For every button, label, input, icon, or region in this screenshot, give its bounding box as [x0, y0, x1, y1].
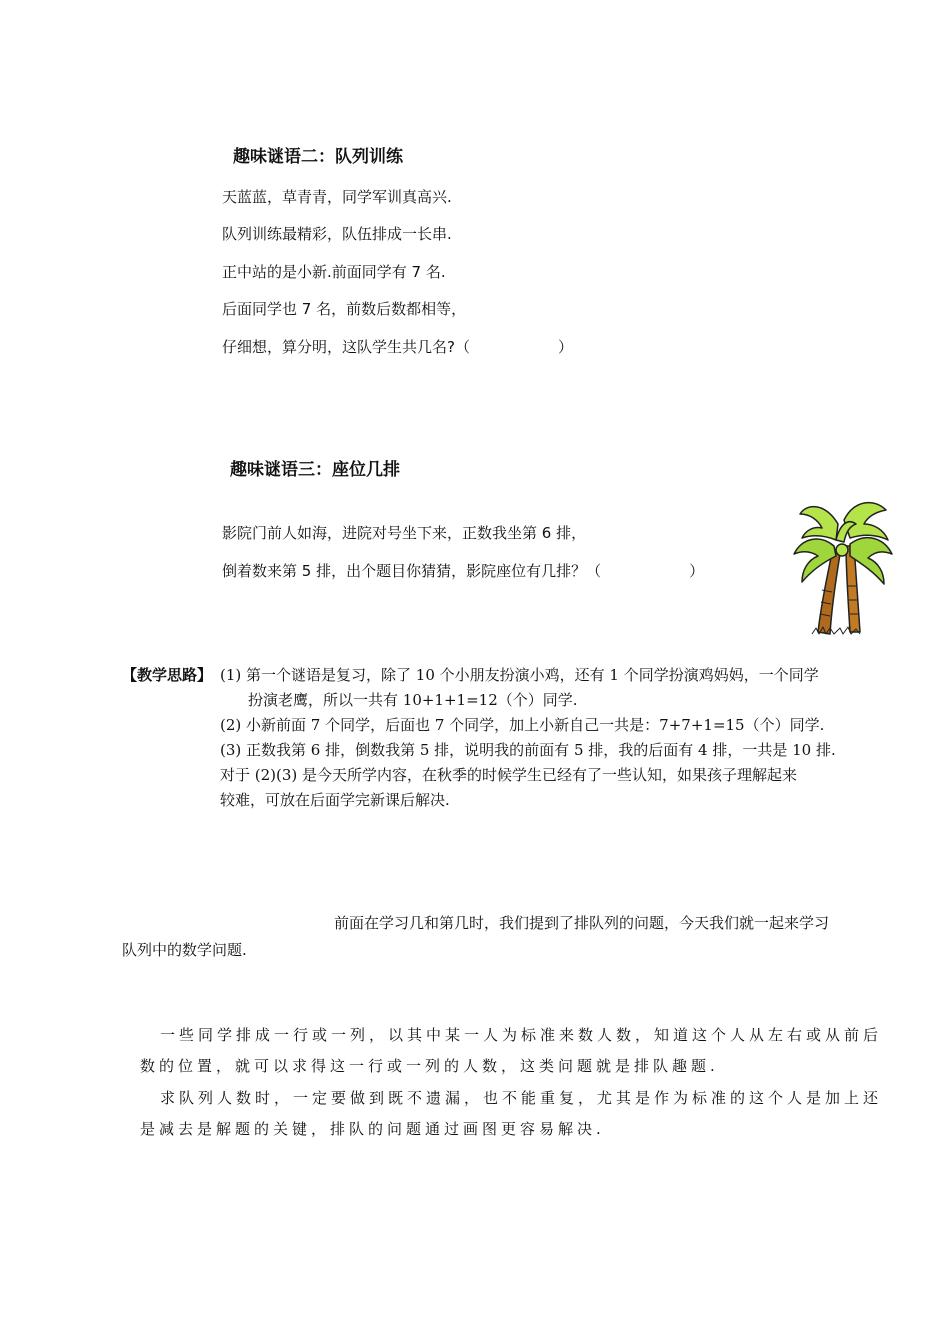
riddle2-title: 趣味谜语二：队列训练 [233, 147, 403, 167]
riddle3-title: 趣味谜语三：座位几排 [230, 460, 400, 480]
riddle3-line-1: 影院门前人如海，进院对号坐下来，正数我坐第 6 排， [222, 524, 587, 542]
riddle2-line-2: 队列训练最精彩，队伍排成一长串. [222, 225, 452, 243]
concept-line-1: 一些同学排成一行或一列，以其中某一人为标准来数人数，知道这个人从左右或从前后 [160, 1026, 883, 1044]
concept-line-3: 求队列人数时，一定要做到既不遗漏，也不能重复，尤其是作为标准的这个人是加上还 [160, 1089, 883, 1107]
riddle3-line-2 [222, 560, 704, 581]
concept-line-2: 数的位置，就可以求得这一行或一列的人数，这类问题就是排队趣题. [140, 1057, 719, 1075]
riddle2-line-1: 天蓝蓝，草青青，同学军训真高兴. [222, 188, 452, 206]
riddle2-line-5 [222, 336, 573, 357]
teaching-line-1: (1) 第一个谜语是复习，除了 10 个小朋友扮演小鸡，还有 1 个同学扮演鸡妈妈，一个同学 [220, 666, 819, 684]
riddle3-close-paren: ） [689, 562, 705, 580]
riddle2-close-paren: ） [557, 338, 573, 356]
teaching-line-3: (2) 小新前面 7 个同学，后面也 7 个同学，加上小新自己一共是：7+7+1=15（个）同学. [220, 716, 825, 734]
teaching-line-6: 较难，可放在后面学完新课后解决. [220, 791, 450, 809]
teaching-line-5: 对于 (2)(3) 是今天所学内容，在秋季的时候学生已经有了一些认知，如果孩子理解起来 [220, 766, 798, 784]
riddle3-line-2-text: 倒着数来第 5 排，出个题目你猜猜，影院座位有几排？（ [222, 562, 602, 580]
intro-line-1: 前面在学习几和第几时，我们提到了排队列的问题，今天我们就一起来学习 [334, 914, 830, 932]
teaching-label: 【教学思路】 [122, 666, 213, 684]
riddle2-line-5-text: 仔细想，算分明，这队学生共几名?（ [222, 338, 470, 356]
riddle2-line-3: 正中站的是小新.前面同学有 7 名. [222, 263, 446, 281]
teaching-line-4: (3) 正数我第 6 排，倒数我第 5 排，说明我的前面有 5 排，我的后面有 4 排，一共是 10 排. [220, 741, 836, 759]
intro-line-2: 队列中的数学问题. [122, 941, 247, 959]
riddle2-line-4: 后面同学也 7 名，前数后数都相等， [222, 300, 467, 318]
concept-line-4: 是减去是解题的关键，排队的问题通过画图更容易解决. [140, 1120, 605, 1138]
palm-tree-icon [788, 494, 894, 640]
teaching-line-2: 扮演老鹰，所以一共有 10+1+1=12（个）同学. [248, 691, 578, 709]
